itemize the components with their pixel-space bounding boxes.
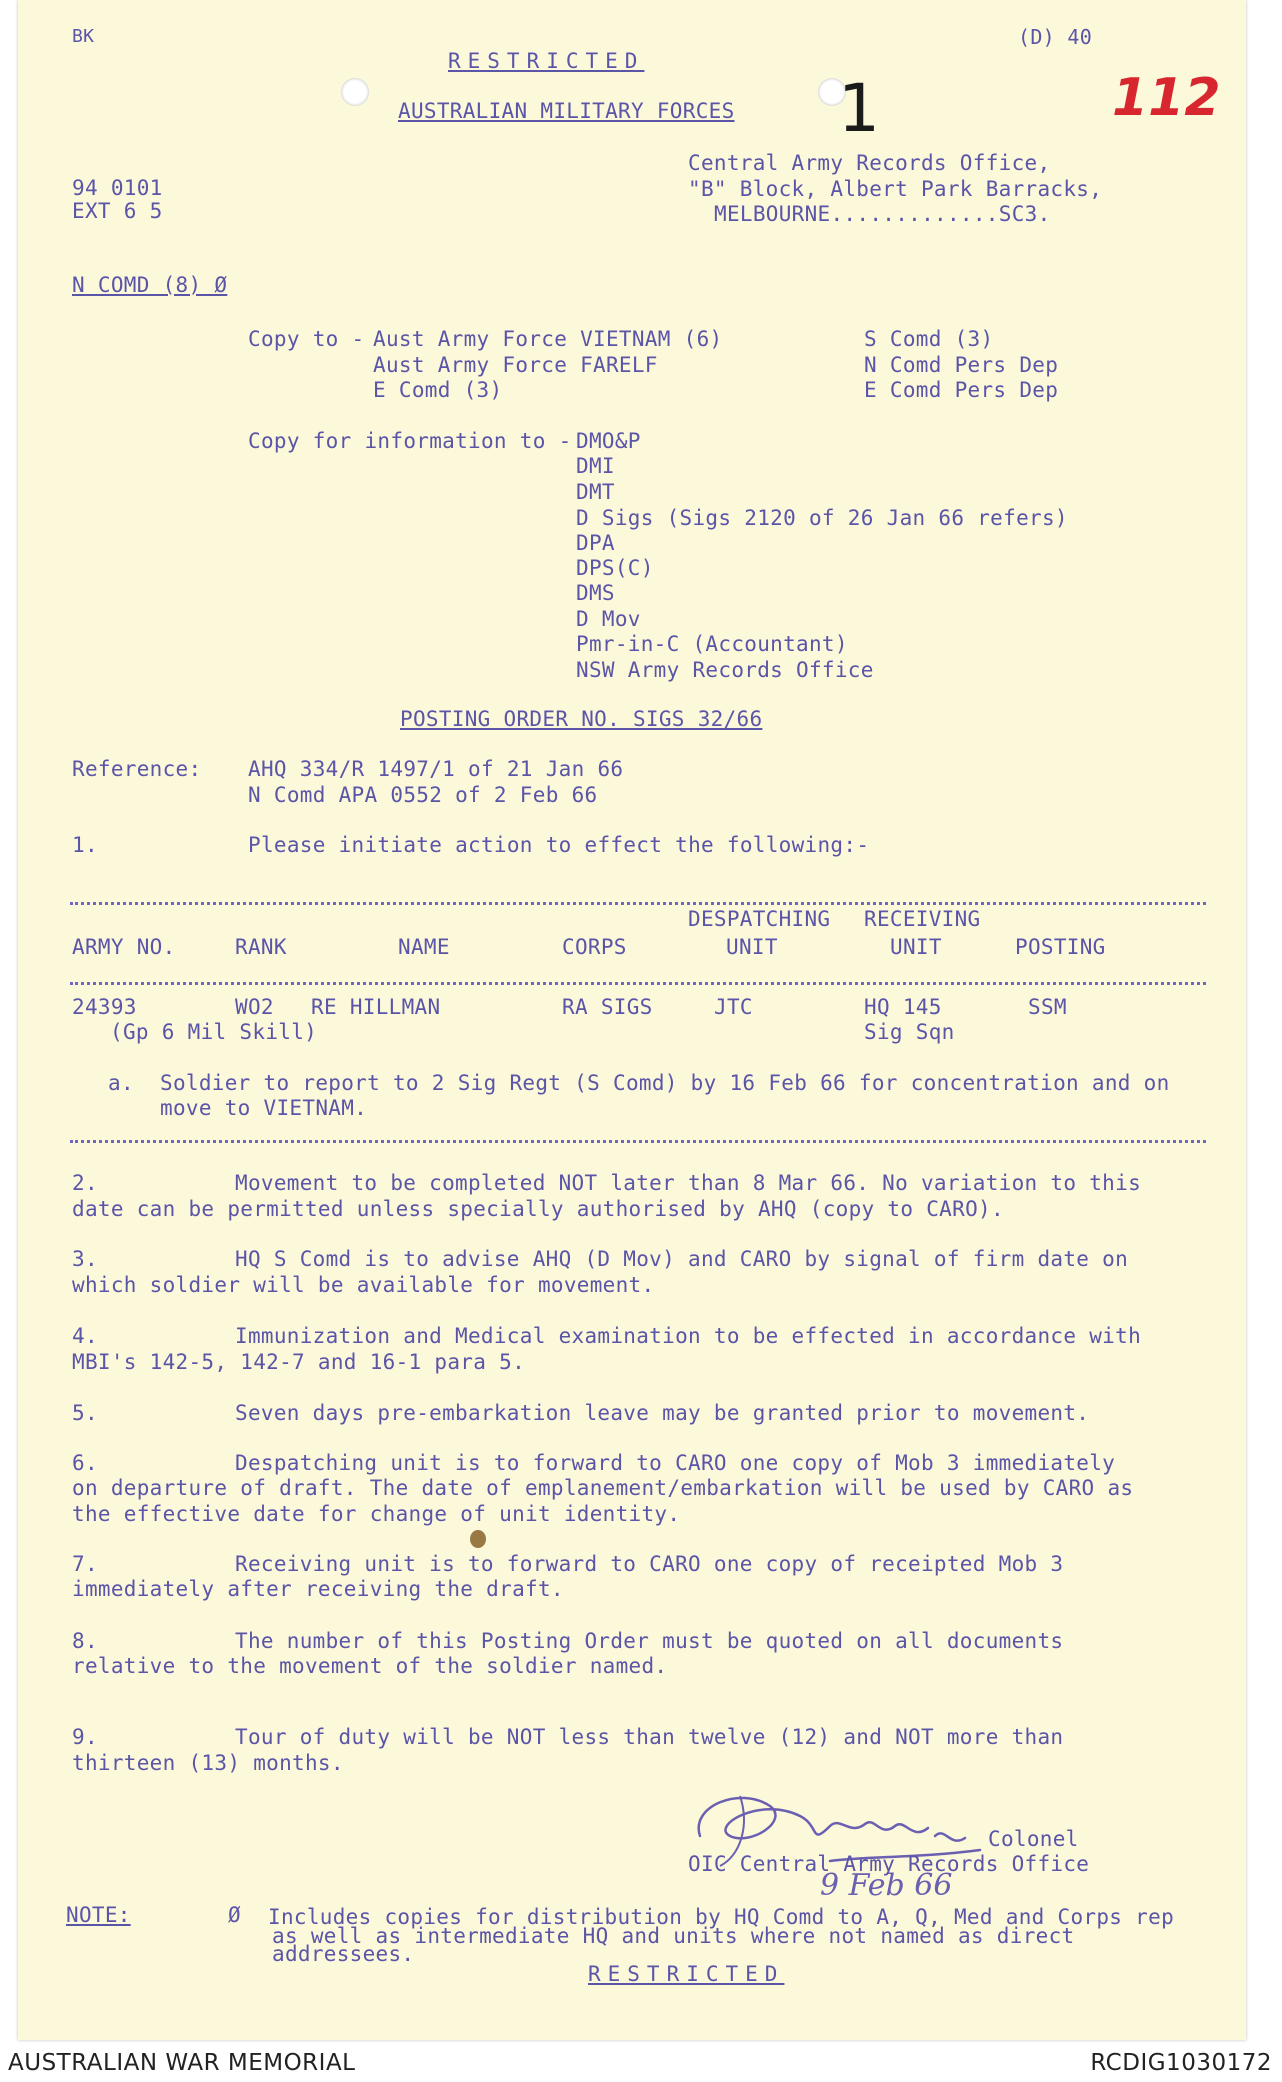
reference-item: AHQ 334/R 1497/1 of 21 Jan 66 (248, 757, 624, 781)
paragraph-line: the effective date for change of unit identity. (72, 1502, 681, 1526)
header-army-no: ARMY NO. (72, 935, 176, 959)
paragraph-number: 2. (72, 1171, 98, 1195)
paragraph-line: thirteen (13) months. (72, 1751, 344, 1775)
paragraph-line: immediately after receiving the draft. (72, 1577, 564, 1601)
address-line: MELBOURNE.............SC3. (714, 202, 1051, 226)
note-a-text: move to VIETNAM. (160, 1096, 368, 1120)
paragraph-number: 5. (72, 1401, 98, 1425)
cell-name: RE HILLMAN (311, 995, 441, 1019)
paragraph-number: 3. (72, 1247, 98, 1271)
signatory-title: OIC Central Army Records Office (688, 1852, 1090, 1876)
paragraph-line: HQ S Comd is to advise AHQ (D Mov) and CARO by signal of firm date on (235, 1247, 1129, 1271)
table-rule (70, 1140, 1206, 1143)
paragraph-line: Immunization and Medical examination to be effected in accordance with (235, 1324, 1142, 1348)
paragraph-number: 4. (72, 1324, 98, 1348)
header-posting: POSTING (1015, 935, 1106, 959)
copy-to-label: Copy to - (248, 327, 365, 351)
copy-to-item: E Comd Pers Dep (864, 378, 1059, 402)
header-name: NAME (398, 935, 450, 959)
security-classification-bottom: RESTRICTED (588, 1962, 785, 1986)
copy-info-item: DMI (576, 454, 615, 478)
corner-right-mark: (D) 40 (1018, 25, 1093, 49)
header-receiving-unit: UNIT (890, 935, 942, 959)
copy-to-item: S Comd (3) (864, 327, 994, 351)
copy-info-item: DMT (576, 480, 615, 504)
note-line: addressees. (272, 1942, 415, 1966)
signatory-rank: Colonel (988, 1827, 1079, 1851)
paragraph-line: on departure of draft. The date of emplanement/embarkation will be used by CARO as (72, 1476, 1134, 1500)
header-rank: RANK (235, 935, 287, 959)
copy-info-label: Copy for information to - (248, 429, 572, 453)
copy-info-item: DMS (576, 581, 615, 605)
cell-corps: RA SIGS (562, 995, 653, 1019)
table-rule (70, 982, 1206, 985)
cell-despatching-unit: JTC (714, 995, 753, 1019)
footer-source: AUSTRALIAN WAR MEMORIAL (8, 2050, 356, 2076)
paragraph-line: Tour of duty will be NOT less than twelve (12) and NOT more than (235, 1725, 1064, 1749)
header-corps: CORPS (562, 935, 627, 959)
cell-army-no: 24393 (72, 995, 137, 1019)
copy-info-item: DMO&P (576, 429, 641, 453)
copy-info-item: D Mov (576, 607, 641, 631)
paragraph-number: 1. (72, 833, 98, 857)
note-a-text: Soldier to report to 2 Sig Regt (S Comd) by 16 Feb 66 for concentration and on (160, 1071, 1170, 1095)
address-line: Central Army Records Office, (688, 151, 1051, 175)
header-despatching-unit: UNIT (726, 935, 778, 959)
cell-skill-group: (Gp 6 Mil Skill) (110, 1020, 318, 1044)
paragraph-line: Seven days pre-embarkation leave may be granted prior to movement. (235, 1401, 1090, 1425)
copy-to-item: Aust Army Force FARELF (373, 353, 658, 377)
address-line: "B" Block, Albert Park Barracks, (688, 177, 1103, 201)
table-rule (70, 902, 1206, 905)
footer-record-id: RCDIG1030172 (1090, 2050, 1272, 2076)
file-reference: 94 0101 (72, 176, 163, 200)
corner-left-mark: BK (72, 26, 95, 47)
paragraph-line: relative to the movement of the soldier named. (72, 1654, 668, 1678)
copy-info-item: NSW Army Records Office (576, 658, 874, 682)
note-line: as well as intermediate HQ and units where not named as direct (272, 1924, 1075, 1948)
paragraph-number: 7. (72, 1552, 98, 1576)
cell-posting: SSM (1028, 995, 1067, 1019)
copy-info-item: D Sigs (Sigs 2120 of 26 Jan 66 refers) (576, 506, 1068, 530)
paragraph-line: Receiving unit is to forward to CARO one copy of receipted Mob 3 (235, 1552, 1064, 1576)
punch-hole (341, 78, 369, 106)
paragraph-text: Please initiate action to effect the following:- (248, 833, 870, 857)
paragraph-line: The number of this Posting Order must be quoted on all documents (235, 1629, 1064, 1653)
reference-item: N Comd APA 0552 of 2 Feb 66 (248, 783, 598, 807)
note-a-label: a. (108, 1071, 134, 1095)
handwritten-folio-number: 112 (1112, 68, 1221, 128)
handwritten-one: 1 (838, 70, 880, 147)
addressee: N COMD (8) Ø (72, 273, 228, 297)
note-line: Includes copies for distribution by HQ Comd to A, Q, Med and Corps rep (268, 1905, 1175, 1929)
paragraph-number: 6. (72, 1451, 98, 1475)
header-receiving-unit: RECEIVING (864, 907, 981, 931)
paragraph-line: Despatching unit is to forward to CARO one copy of Mob 3 immediately (235, 1451, 1116, 1475)
organisation-title: AUSTRALIAN MILITARY FORCES (398, 99, 735, 123)
copy-to-item: E Comd (3) (373, 378, 503, 402)
header-despatching-unit: DESPATCHING (688, 907, 831, 931)
paragraph-line: Movement to be completed NOT later than 8 Mar 66. No variation to this (235, 1171, 1142, 1195)
paragraph-line: date can be permitted unless specially authorised by AHQ (copy to CARO). (72, 1197, 1004, 1221)
reference-label: Reference: (72, 757, 202, 781)
copy-info-item: Pmr-in-C (Accountant) (576, 632, 848, 656)
cell-receiving-unit: HQ 145 (864, 995, 942, 1019)
copy-info-item: DPA (576, 531, 615, 555)
handwritten-date: 9 Feb 66 (820, 1868, 953, 1903)
security-classification-top: RESTRICTED (448, 49, 645, 73)
note-symbol: Ø (228, 1903, 241, 1927)
extension-reference: EXT 6 5 (72, 199, 163, 223)
copy-info-item: DPS(C) (576, 556, 654, 580)
copy-to-item: N Comd Pers Dep (864, 353, 1059, 377)
cell-receiving-unit: Sig Sqn (864, 1020, 955, 1044)
ink-stain (470, 1530, 486, 1548)
posting-order-title: POSTING ORDER NO. SIGS 32/66 (400, 707, 763, 731)
paragraph-line: MBI's 142-5, 142-7 and 16-1 para 5. (72, 1350, 526, 1374)
paragraph-line: which soldier will be available for movement. (72, 1273, 655, 1297)
paragraph-number: 8. (72, 1629, 98, 1653)
copy-to-item: Aust Army Force VIETNAM (6) (373, 327, 723, 351)
cell-rank: WO2 (235, 995, 274, 1019)
paragraph-number: 9. (72, 1725, 98, 1749)
note-label: NOTE: (66, 1903, 131, 1927)
